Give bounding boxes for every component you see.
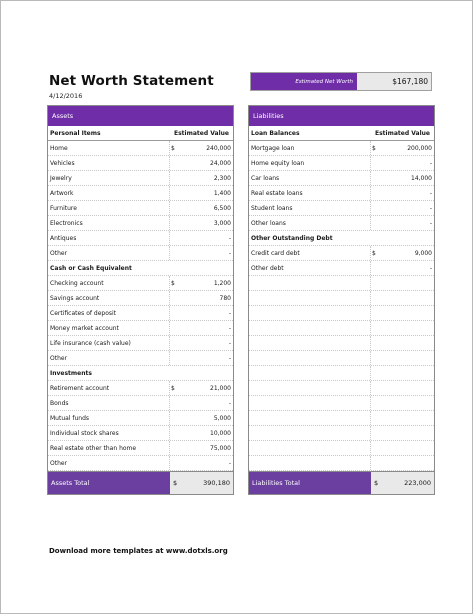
- empty-currency-cell: [371, 396, 379, 410]
- item-value-cell[interactable]: 9,000: [414, 249, 432, 257]
- item-name: Savings account: [48, 291, 170, 305]
- table-row: [249, 141, 434, 156]
- column-header: Estimated Value: [375, 129, 430, 137]
- item-value-cell[interactable]: -: [228, 339, 231, 347]
- total-currency: $: [170, 472, 178, 494]
- table-row: [48, 246, 233, 261]
- section-header-row: [249, 126, 434, 141]
- empty-name-cell[interactable]: [249, 411, 371, 425]
- table-row: [48, 171, 233, 186]
- table-row: [48, 186, 233, 201]
- empty-name-cell[interactable]: [249, 381, 371, 395]
- empty-value-cell[interactable]: [379, 336, 434, 350]
- empty-value-cell[interactable]: [379, 306, 434, 320]
- section-header-row: [48, 366, 233, 381]
- document-title: Net Worth Statement: [49, 73, 214, 89]
- table-row: [48, 156, 233, 171]
- currency-symbol: [371, 186, 379, 200]
- item-name: Credit card debt: [249, 246, 371, 260]
- empty-row: [249, 441, 434, 456]
- currency-symbol: [170, 171, 178, 185]
- item-value-cell[interactable]: -: [228, 399, 231, 407]
- item-value-cell[interactable]: -: [228, 324, 231, 332]
- column-header: Estimated Value: [174, 129, 229, 137]
- liabilities-panel-header: Liabilities: [249, 106, 434, 126]
- item-value-cell[interactable]: -: [429, 219, 432, 227]
- empty-value-cell[interactable]: [379, 351, 434, 365]
- empty-value-cell[interactable]: [379, 426, 434, 440]
- item-name: Life insurance (cash value): [48, 336, 170, 350]
- item-value-cell[interactable]: -: [228, 309, 231, 317]
- empty-row: [249, 306, 434, 321]
- total-value: 390,180: [178, 472, 233, 494]
- item-name: Mutual funds: [48, 411, 170, 425]
- empty-name-cell[interactable]: [249, 351, 371, 365]
- item-value-cell[interactable]: 1,400: [213, 189, 231, 197]
- table-row: [249, 156, 434, 171]
- currency-symbol: $: [171, 279, 175, 287]
- assets-panel-header: Assets: [48, 106, 233, 126]
- item-value-cell[interactable]: 3,000: [213, 219, 231, 227]
- currency-symbol: [170, 291, 178, 305]
- table-row: [48, 426, 233, 441]
- table-row: [48, 276, 233, 291]
- currency-symbol: [170, 336, 178, 350]
- table-row: [48, 321, 233, 336]
- currency-symbol: $: [171, 384, 175, 392]
- empty-row: [249, 396, 434, 411]
- item-name: Other: [48, 456, 170, 470]
- item-value-cell[interactable]: -: [429, 159, 432, 167]
- item-name: Individual stock shares: [48, 426, 170, 440]
- empty-value-cell[interactable]: [379, 411, 434, 425]
- table-row: [48, 306, 233, 321]
- net-worth-value[interactable]: $167,180: [357, 73, 431, 90]
- item-value-cell[interactable]: 2,300: [213, 174, 231, 182]
- empty-name-cell[interactable]: [249, 426, 371, 440]
- item-name: Money market account: [48, 321, 170, 335]
- section-title: Investments: [50, 369, 92, 377]
- empty-value-cell[interactable]: [379, 456, 434, 470]
- item-name: Vehicles: [48, 156, 170, 170]
- empty-name-cell[interactable]: [249, 291, 371, 305]
- empty-currency-cell: [371, 291, 379, 305]
- currency-symbol: [170, 216, 178, 230]
- table-row: [249, 216, 434, 231]
- currency-symbol: [170, 306, 178, 320]
- item-value-cell[interactable]: 21,000: [210, 384, 231, 392]
- empty-row: [249, 456, 434, 471]
- item-value-cell[interactable]: 1,200: [213, 279, 231, 287]
- currency-symbol: [170, 456, 178, 470]
- currency-symbol: $: [372, 249, 376, 257]
- empty-currency-cell: [371, 276, 379, 290]
- item-value-cell[interactable]: -: [228, 249, 231, 257]
- total-label: Assets Total: [48, 472, 170, 494]
- currency-symbol: [170, 246, 178, 260]
- item-name: Checking account: [48, 276, 170, 290]
- empty-currency-cell: [371, 381, 379, 395]
- item-name: Real estate other than home: [48, 441, 170, 455]
- table-row: [48, 201, 233, 216]
- empty-row: [249, 426, 434, 441]
- currency-symbol: [170, 201, 178, 215]
- item-name: Certificates of deposit: [48, 306, 170, 320]
- assets-total-row: [48, 471, 233, 494]
- table-row: [249, 246, 434, 261]
- table-row: [48, 381, 233, 396]
- item-name: Other: [48, 351, 170, 365]
- empty-row: [249, 291, 434, 306]
- item-value-cell[interactable]: 780: [219, 294, 231, 302]
- section-header-row: [48, 261, 233, 276]
- empty-name-cell[interactable]: [249, 366, 371, 380]
- empty-value-cell[interactable]: [379, 381, 434, 395]
- total-label: Liabilities Total: [249, 472, 371, 494]
- item-value-cell[interactable]: -: [228, 354, 231, 362]
- item-value-cell[interactable]: 200,000: [407, 144, 432, 152]
- item-name: Electronics: [48, 216, 170, 230]
- footer-note: Download more templates at www.dotxls.org: [49, 547, 228, 555]
- currency-symbol: [170, 321, 178, 335]
- table-row: [48, 336, 233, 351]
- item-name: Real estate loans: [249, 186, 371, 200]
- total-currency: $: [371, 472, 379, 494]
- item-name: Other loans: [249, 216, 371, 230]
- item-name: Home: [48, 141, 170, 155]
- table-row: [48, 291, 233, 306]
- empty-currency-cell: [371, 351, 379, 365]
- currency-symbol: [170, 411, 178, 425]
- empty-name-cell[interactable]: [249, 306, 371, 320]
- section-title: Personal Items: [50, 129, 101, 137]
- empty-row: [249, 381, 434, 396]
- item-name: Retirement account: [48, 381, 170, 395]
- empty-name-cell[interactable]: [249, 441, 371, 455]
- currency-symbol: [170, 426, 178, 440]
- total-value: 223,000: [379, 472, 434, 494]
- item-value-cell[interactable]: 14,000: [411, 174, 432, 182]
- currency-symbol: [170, 186, 178, 200]
- empty-currency-cell: [371, 336, 379, 350]
- empty-value-cell[interactable]: [379, 396, 434, 410]
- empty-row: [249, 366, 434, 381]
- table-row: [249, 201, 434, 216]
- item-name: Student loans: [249, 201, 371, 215]
- item-name: Mortgage loan: [249, 141, 371, 155]
- currency-symbol: [170, 231, 178, 245]
- empty-name-cell[interactable]: [249, 396, 371, 410]
- table-row: [48, 141, 233, 156]
- currency-symbol: [170, 351, 178, 365]
- currency-symbol: $: [171, 144, 175, 152]
- section-title: Other Outstanding Debt: [251, 234, 333, 242]
- empty-name-cell[interactable]: [249, 276, 371, 290]
- item-value-cell[interactable]: -: [228, 459, 231, 467]
- item-value-cell[interactable]: 240,000: [206, 144, 231, 152]
- currency-symbol: [170, 156, 178, 170]
- empty-currency-cell: [371, 456, 379, 470]
- table-row: [48, 456, 233, 471]
- empty-row: [249, 276, 434, 291]
- table-row: [249, 171, 434, 186]
- item-value-cell[interactable]: -: [429, 204, 432, 212]
- item-value-cell[interactable]: 24,000: [210, 159, 231, 167]
- empty-row: [249, 321, 434, 336]
- table-row: [48, 396, 233, 411]
- item-value-cell[interactable]: 6,500: [213, 204, 231, 212]
- currency-symbol: [371, 261, 379, 275]
- empty-currency-cell: [371, 306, 379, 320]
- empty-row: [249, 336, 434, 351]
- item-name: Other debt: [249, 261, 371, 275]
- empty-value-cell[interactable]: [379, 441, 434, 455]
- item-value-cell[interactable]: 10,000: [210, 429, 231, 437]
- empty-row: [249, 351, 434, 366]
- item-name: Jewelry: [48, 171, 170, 185]
- currency-symbol: [371, 201, 379, 215]
- table-row: [249, 261, 434, 276]
- currency-symbol: [170, 441, 178, 455]
- empty-row: [249, 411, 434, 426]
- empty-value-cell[interactable]: [379, 366, 434, 380]
- statement-date: 4/12/2016: [49, 92, 83, 100]
- currency-symbol: $: [372, 144, 376, 152]
- empty-name-cell[interactable]: [249, 456, 371, 470]
- item-name: Other: [48, 246, 170, 260]
- table-row: [48, 216, 233, 231]
- currency-symbol: [371, 156, 379, 170]
- empty-currency-cell: [371, 441, 379, 455]
- liabilities-total-row: [249, 471, 434, 494]
- section-header-row: [249, 231, 434, 246]
- net-worth-summary: [250, 72, 432, 91]
- table-row: [249, 186, 434, 201]
- section-title: Cash or Cash Equivalent: [50, 264, 132, 272]
- empty-currency-cell: [371, 366, 379, 380]
- item-value-cell[interactable]: -: [429, 189, 432, 197]
- table-row: [48, 441, 233, 456]
- section-header-row: [48, 126, 233, 141]
- assets-panel: [47, 105, 234, 495]
- item-name: Antiques: [48, 231, 170, 245]
- item-name: Bonds: [48, 396, 170, 410]
- empty-value-cell[interactable]: [379, 321, 434, 335]
- empty-name-cell[interactable]: [249, 336, 371, 350]
- empty-value-cell[interactable]: [379, 276, 434, 290]
- currency-symbol: [170, 396, 178, 410]
- net-worth-label: Estimated Net Worth: [251, 73, 357, 90]
- empty-value-cell[interactable]: [379, 291, 434, 305]
- section-title: Loan Balances: [251, 129, 300, 137]
- empty-currency-cell: [371, 426, 379, 440]
- table-row: [48, 351, 233, 366]
- item-name: Furniture: [48, 201, 170, 215]
- currency-symbol: [371, 216, 379, 230]
- empty-name-cell[interactable]: [249, 321, 371, 335]
- item-name: Car loans: [249, 171, 371, 185]
- table-row: [48, 411, 233, 426]
- item-name: Home equity loan: [249, 156, 371, 170]
- item-value-cell[interactable]: -: [429, 264, 432, 272]
- empty-currency-cell: [371, 321, 379, 335]
- item-value-cell[interactable]: -: [228, 234, 231, 242]
- item-value-cell[interactable]: 5,000: [213, 414, 231, 422]
- currency-symbol: [371, 171, 379, 185]
- liabilities-panel: [248, 105, 435, 495]
- item-name: Artwork: [48, 186, 170, 200]
- item-value-cell[interactable]: 75,000: [210, 444, 231, 452]
- empty-currency-cell: [371, 411, 379, 425]
- table-row: [48, 231, 233, 246]
